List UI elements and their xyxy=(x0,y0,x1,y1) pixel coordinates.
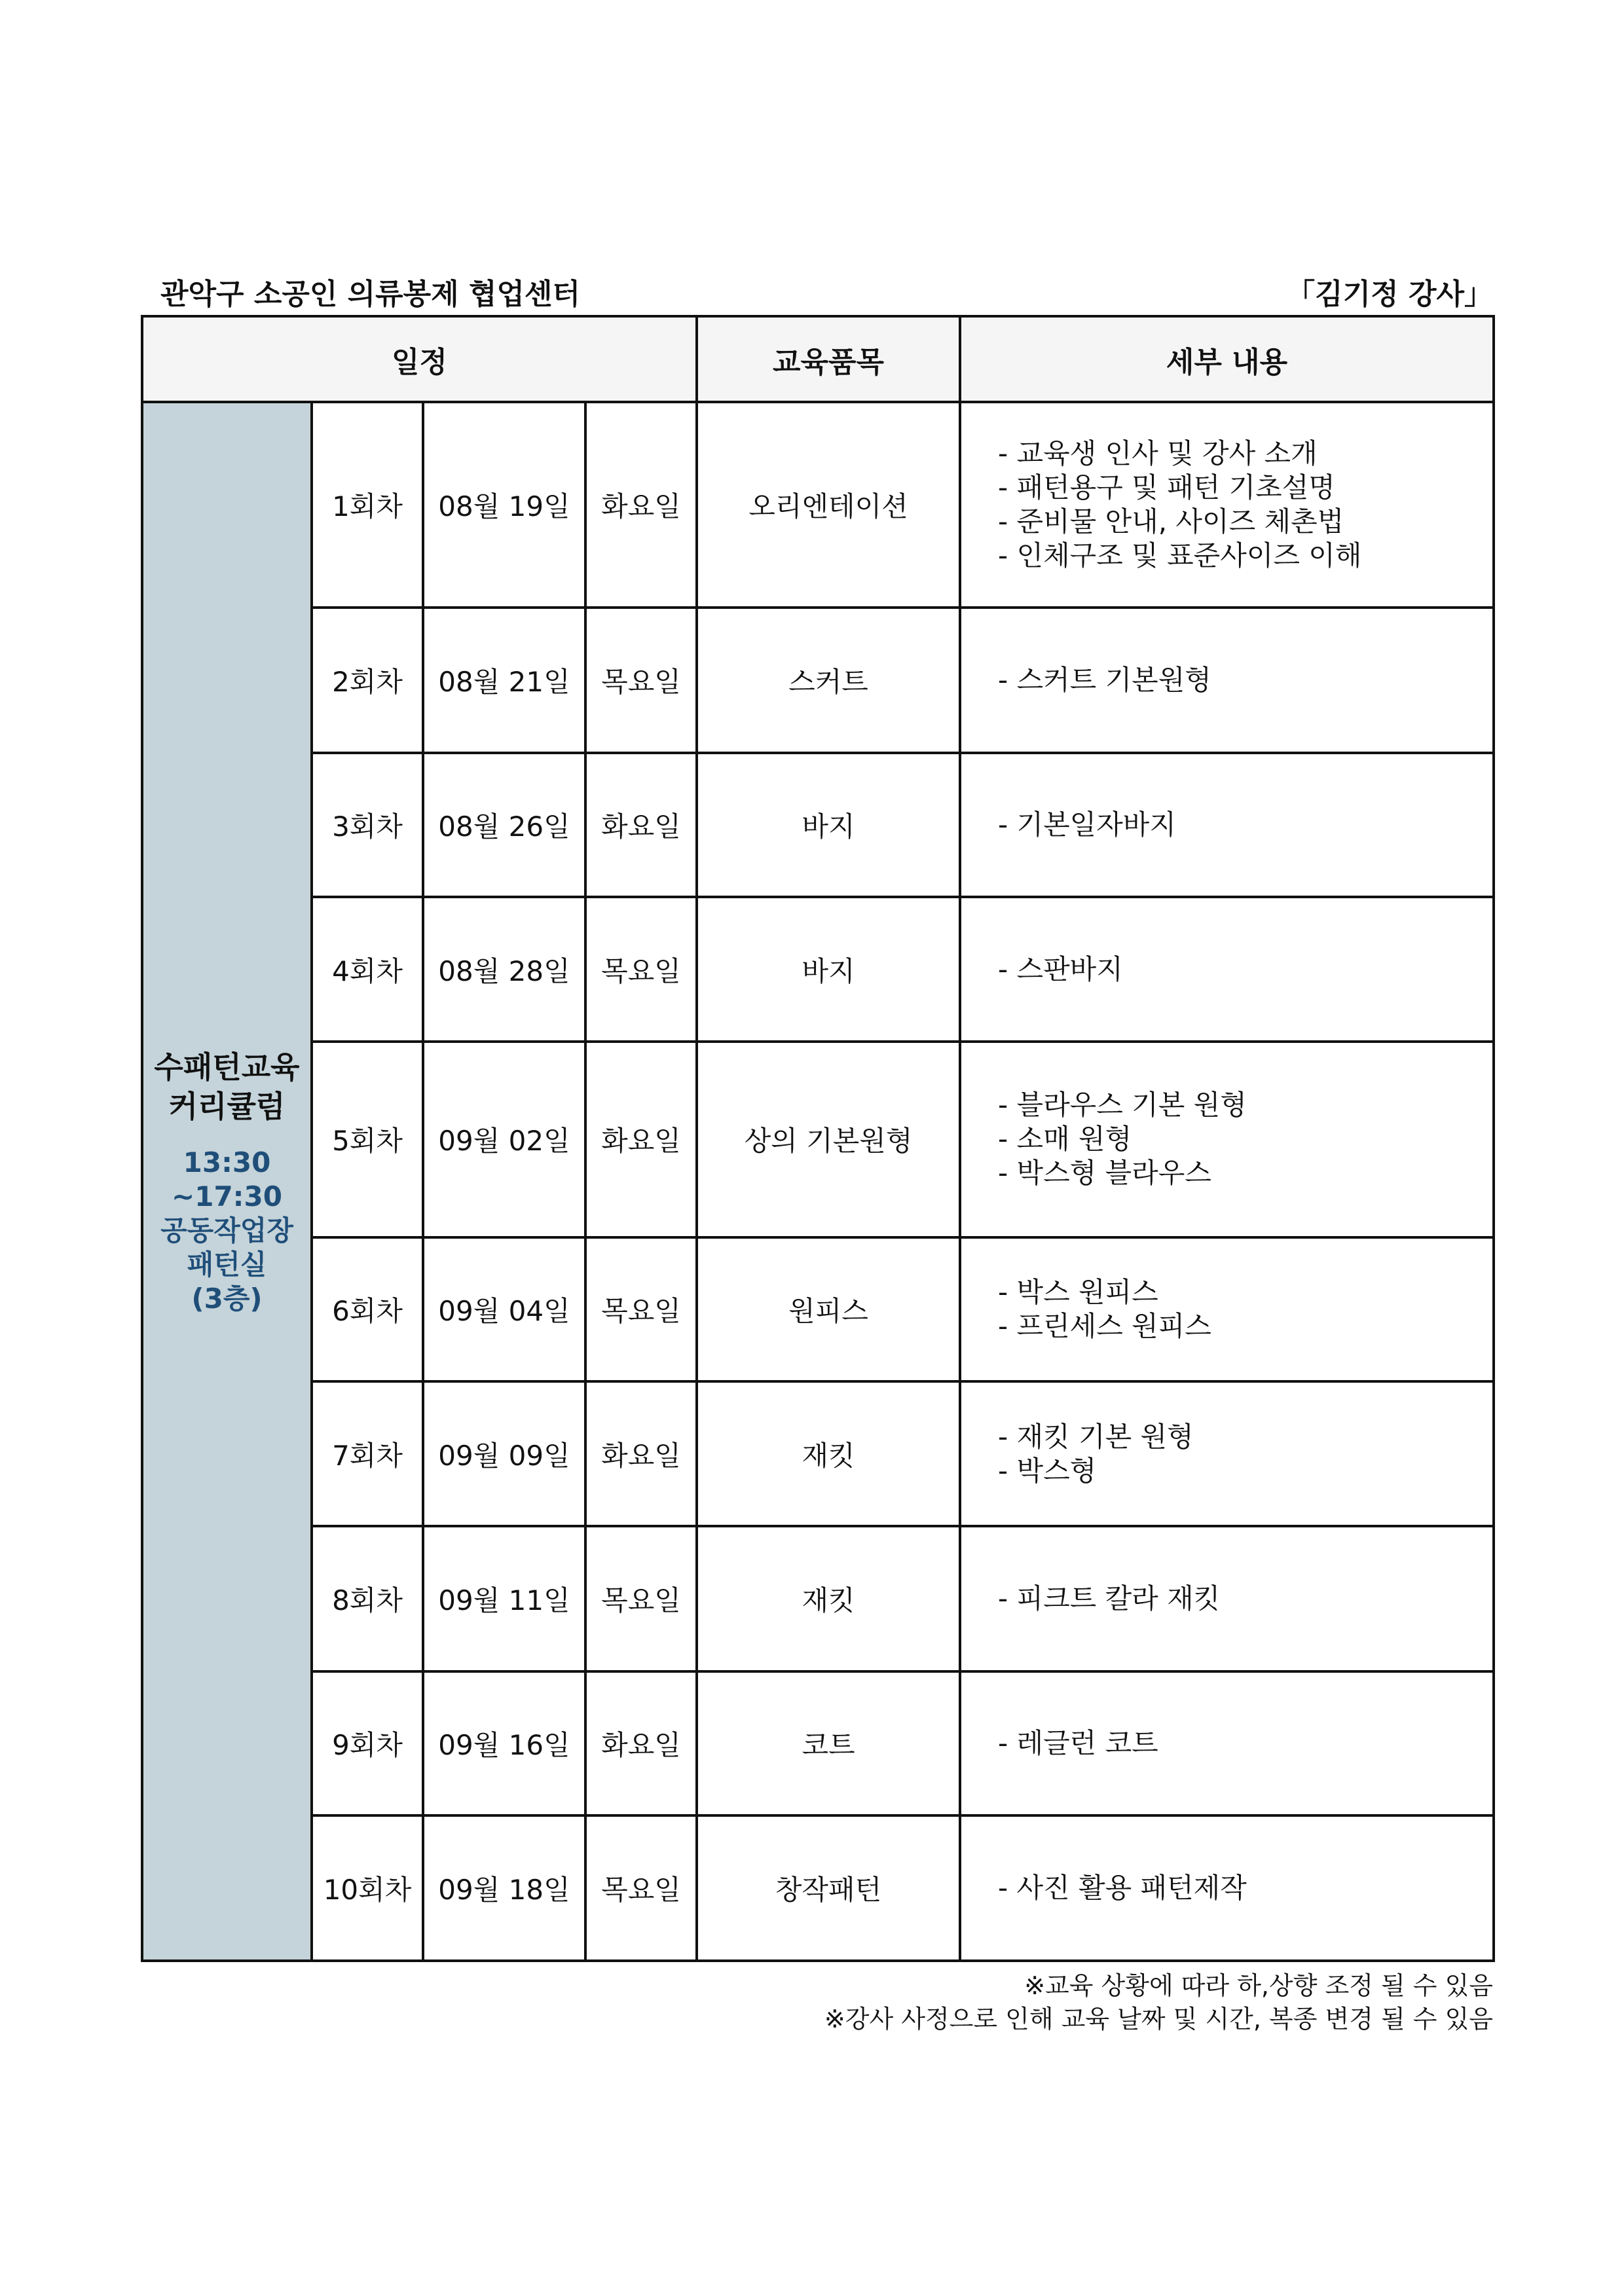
table-row xyxy=(142,1671,1494,1816)
details-cell xyxy=(960,1237,1494,1382)
session-cell: 10회차 xyxy=(312,1815,423,1961)
date-cell: 08월 21일 xyxy=(423,608,585,753)
instructor-name: 「김기정 강사」 xyxy=(1286,278,1493,311)
date-cell: 09월 18일 xyxy=(423,1815,585,1961)
organization-title: 관악구 소공인 의류봉제 협업센터 xyxy=(160,278,581,311)
weekday-cell: 목요일 xyxy=(585,1815,697,1961)
table-row xyxy=(142,402,1494,608)
details-cell xyxy=(960,1381,1494,1526)
session-cell: 9회차 xyxy=(312,1671,423,1816)
column-header-schedule: 일정 xyxy=(142,316,697,402)
detail-line: - 준비물 안내, 사이즈 체촌법 xyxy=(998,505,1344,538)
table-row xyxy=(142,1042,1494,1237)
details-cell xyxy=(960,897,1494,1042)
detail-line: - 레글런 코트 xyxy=(998,1726,1158,1759)
class-time-end: ~17:30 xyxy=(172,1180,282,1212)
details-cell xyxy=(960,1671,1494,1816)
date-cell: 09월 02일 xyxy=(423,1042,585,1237)
table-row xyxy=(142,608,1494,753)
item-cell: 재킷 xyxy=(697,1381,960,1526)
session-cell: 7회차 xyxy=(312,1381,423,1526)
weekday-cell: 목요일 xyxy=(585,897,697,1042)
curriculum-title-line: 수패턴교육 xyxy=(154,1049,300,1085)
weekday-cell: 화요일 xyxy=(585,1671,697,1816)
note-line: ※교육 상황에 따라 하,상향 조정 될 수 있음 xyxy=(1024,1971,1493,2000)
table-row xyxy=(142,1815,1494,1961)
item-cell: 스커트 xyxy=(697,608,960,753)
date-cell: 08월 26일 xyxy=(423,753,585,898)
curriculum-title-line: 커리큘럼 xyxy=(168,1088,286,1124)
curriculum-time-place xyxy=(143,1146,310,1316)
details-cell xyxy=(960,608,1494,753)
detail-line: - 인체구조 및 표준사이즈 이해 xyxy=(998,539,1362,572)
weekday-cell: 목요일 xyxy=(585,608,697,753)
item-cell: 원피스 xyxy=(697,1237,960,1382)
class-floor: (3층) xyxy=(191,1282,263,1315)
note-line: ※강사 사정으로 인해 교육 날짜 및 시간, 복종 변경 될 수 있음 xyxy=(824,2005,1493,2033)
column-header-details: 세부 내용 xyxy=(960,316,1494,402)
item-cell: 코트 xyxy=(697,1671,960,1816)
details-cell xyxy=(960,753,1494,898)
detail-line: - 프린세스 원피스 xyxy=(998,1310,1211,1343)
item-cell: 바지 xyxy=(697,897,960,1042)
date-cell: 08월 19일 xyxy=(423,402,585,608)
item-cell: 상의 기본원형 xyxy=(697,1042,960,1237)
session-cell: 8회차 xyxy=(312,1526,423,1671)
detail-line: - 기본일자바지 xyxy=(998,808,1176,841)
detail-line: - 블라우스 기본 원형 xyxy=(998,1089,1247,1121)
table-row xyxy=(142,897,1494,1042)
table-row xyxy=(142,1381,1494,1526)
details-cell xyxy=(960,1815,1494,1961)
item-cell: 오리엔테이션 xyxy=(697,402,960,608)
table-row xyxy=(142,1237,1494,1382)
detail-line: - 스커트 기본원형 xyxy=(998,663,1211,696)
detail-line: - 박스형 블라우스 xyxy=(998,1157,1211,1190)
date-cell: 08월 28일 xyxy=(423,897,585,1042)
details-cell xyxy=(960,1042,1494,1237)
details-cell xyxy=(960,402,1494,608)
table-row xyxy=(142,753,1494,898)
weekday-cell: 화요일 xyxy=(585,753,697,898)
detail-line: - 박스 원피스 xyxy=(998,1276,1158,1309)
date-cell: 09월 11일 xyxy=(423,1526,585,1671)
item-cell: 창작패턴 xyxy=(697,1815,960,1961)
date-cell: 09월 04일 xyxy=(423,1237,585,1382)
session-cell: 6회차 xyxy=(312,1237,423,1382)
notes xyxy=(824,1969,1493,2036)
session-cell: 1회차 xyxy=(312,402,423,608)
session-cell: 2회차 xyxy=(312,608,423,753)
session-cell: 5회차 xyxy=(312,1042,423,1237)
item-cell: 바지 xyxy=(697,753,960,898)
weekday-cell: 목요일 xyxy=(585,1526,697,1671)
weekday-cell: 목요일 xyxy=(585,1237,697,1382)
detail-line: - 교육생 인사 및 강사 소개 xyxy=(998,437,1318,469)
class-time-start: 13:30 xyxy=(183,1146,271,1178)
curriculum-title xyxy=(143,1048,310,1126)
date-cell: 09월 09일 xyxy=(423,1381,585,1526)
detail-line: - 박스형 xyxy=(998,1454,1097,1487)
detail-line: - 피크트 칼라 재킷 xyxy=(998,1582,1221,1614)
session-cell: 3회차 xyxy=(312,753,423,898)
class-room: 패턴실 xyxy=(187,1248,267,1281)
detail-line: - 재킷 기본 원형 xyxy=(998,1420,1194,1453)
curriculum-table xyxy=(141,315,1495,1962)
detail-line: - 사진 활용 패턴제작 xyxy=(998,1872,1247,1904)
table-header-row xyxy=(142,316,1494,402)
column-header-item: 교육품목 xyxy=(697,316,960,402)
table-row xyxy=(142,1526,1494,1671)
weekday-cell: 화요일 xyxy=(585,1042,697,1237)
weekday-cell: 화요일 xyxy=(585,1381,697,1526)
details-cell xyxy=(960,1526,1494,1671)
detail-line: - 스판바지 xyxy=(998,953,1123,985)
detail-line: - 소매 원형 xyxy=(998,1123,1132,1156)
curriculum-label-cell xyxy=(142,402,312,1961)
item-cell: 재킷 xyxy=(697,1526,960,1671)
class-place: 공동작업장 xyxy=(160,1214,293,1247)
weekday-cell: 화요일 xyxy=(585,402,697,608)
session-cell: 4회차 xyxy=(312,897,423,1042)
detail-line: - 패턴용구 및 패턴 기초설명 xyxy=(998,471,1335,503)
date-cell: 09월 16일 xyxy=(423,1671,585,1816)
